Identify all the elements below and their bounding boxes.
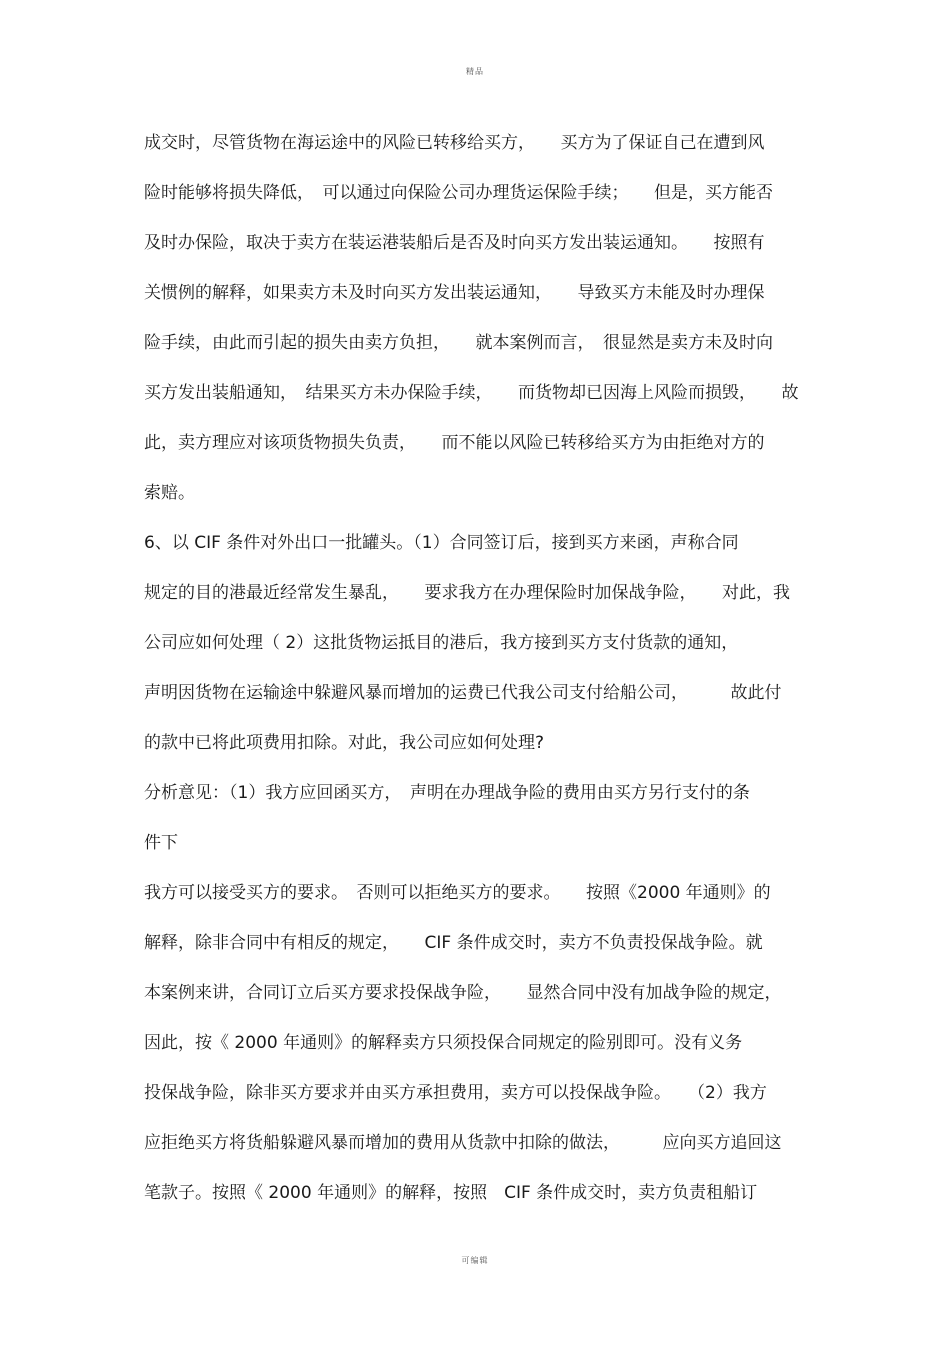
text-line: 成交时，尽管货物在海运途中的风险已转移给买方， 买方为了保证自己在遭到风 [144,133,765,153]
text-line: 声明因货物在运输途中躲避风暴而增加的运费已代我公司支付给船公司， 故此付 [144,683,782,703]
text-line: 公司应如何处理（ 2）这批货物运抵目的港后，我方接到买方支付货款的通知， [144,633,739,653]
text-line: 买方发出装船通知， 结果买方未办保险手续， 而货物却已因海上风险而损毁， 故 [144,383,799,403]
text-line: 笔款子。按照《 2000 年通则》的解释，按照 CIF 条件成交时，卖方负责租船订 [144,1183,758,1203]
text-line: 解释，除非合同中有相反的规定， CIF 条件成交时，卖方不负责投保战争险。就 [144,933,763,953]
text-line: 本案例来讲，合同订立后买方要求投保战争险， 显然合同中没有加战争险的规定， [144,983,782,1003]
text-line: 投保战争险，除非买方要求并由买方承担费用，卖方可以投保战争险。 （2）我方 [144,1083,767,1103]
page-footer-mark: 可编辑 [461,1256,489,1265]
document-body [144,126,809,1226]
text-line: 险手续，由此而引起的损失由卖方负担， 就本案例而言， 很显然是卖方未及时向 [144,333,773,353]
text-line: 应拒绝买方将货船躲避风暴而增加的费用从货款中扣除的做法， 应向买方追回这 [144,1133,782,1153]
text-line: 关惯例的解释，如果卖方未及时向买方发出装运通知， 导致买方未能及时办理保 [144,283,765,303]
text-line: 规定的目的港最近经常发生暴乱， 要求我方在办理保险时加保战争险， 对此，我 [144,583,790,603]
text-line: 此，卖方理应对该项货物损失负责， 而不能以风险已转移给买方为由拒绝对方的 [144,433,765,453]
text-line: 6、以 CIF 条件对外出口一批罐头。（1）合同签订后，接到买方来函，声称合同 [144,533,739,553]
text-line: 索赔。 [144,483,195,503]
page-header-mark: 精品 [466,67,484,76]
text-line: 我方可以接受买方的要求。 否则可以拒绝买方的要求。 按照《2000 年通则》的 [144,883,771,903]
text-line: 分析意见：（1）我方应回函买方， 声明在办理战争险的费用由买方另行支付的条 [144,783,750,803]
text-line: 险时能够将损失降低， 可以通过向保险公司办理货运保险手续； 但是，买方能否 [144,183,773,203]
text-line: 因此，按《 2000 年通则》的解释卖方只须投保合同规定的险别即可。没有义务 [144,1033,743,1053]
text-line: 的款中已将此项费用扣除。对此，我公司应如何处理? [144,733,545,753]
text-line: 及时办保险，取决于卖方在装运港装船后是否及时向买方发出装运通知。 按照有 [144,233,765,253]
text-line: 件下 [144,833,178,853]
